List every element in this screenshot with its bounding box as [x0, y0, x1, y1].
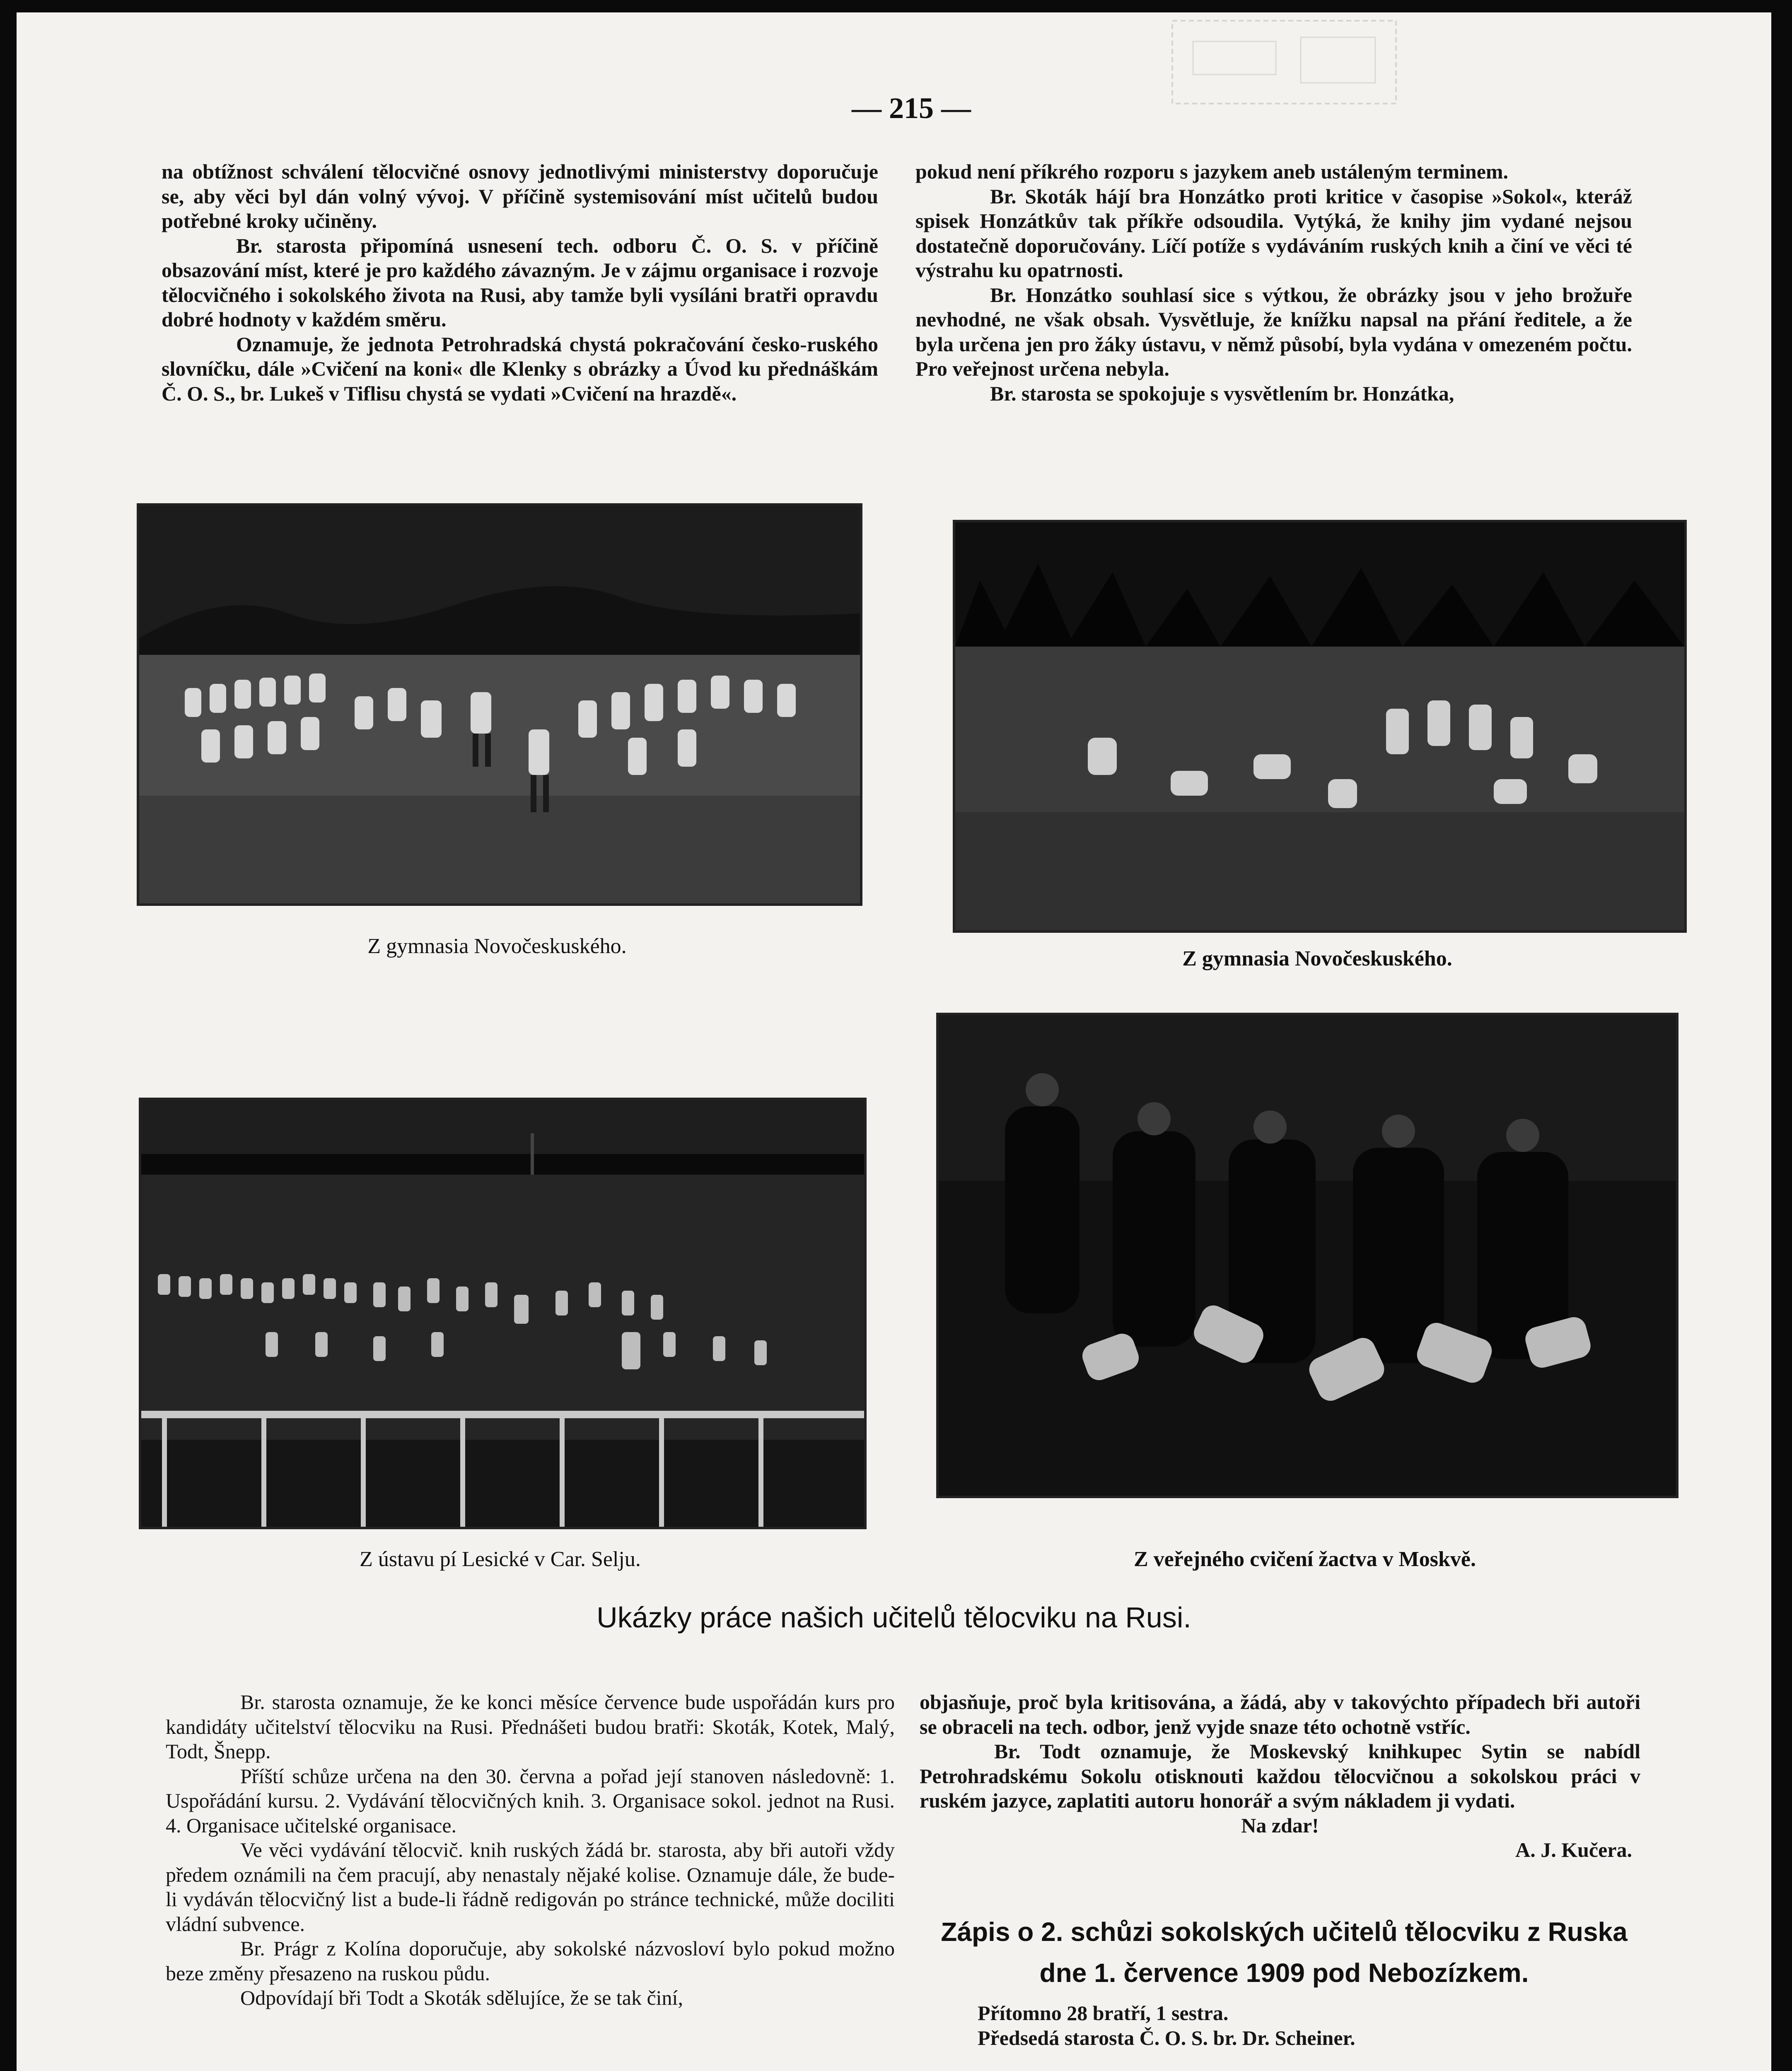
photo-gymnasium-field: [137, 503, 862, 906]
photo-gymnasium-exercise: [953, 520, 1687, 933]
faint-stamp-image: [1168, 17, 1400, 108]
paragraph: Odpovídají bři Todt a Skoták sdělujíce, že se tak činí,: [240, 1986, 683, 2009]
attendance-line-1: Přítomno 28 bratří, 1 sestra.: [978, 2001, 1229, 2025]
minutes-heading-line-1: Zápis o 2. schůzi sokolských učitelů tělocviku z Ruska: [941, 1917, 1628, 1947]
document-page: [17, 12, 1771, 2071]
photo-gymnasium-exercise-image: [955, 522, 1684, 930]
paragraph: Br. Honzátko souhlasí sice s výtkou, že obrázky jsou v jeho brožuře nevhodné, ne však obsah. Vysvětluje, že knížku napsal na přání ředitele, a že byla určena jen pro žáky ústavu, v němž působí, byla vydána v omezeném počtu. Pro veřejnost určena nebyla.: [915, 283, 1632, 380]
caption-photo-gymnasium-exercise: Z gymnasia Novočeskuského.: [1182, 947, 1452, 970]
paragraph: Ve věci vydávání tělocvič. knih ruských žádá br. starosta, aby bři autoři vždy předem oznámili na čem pracují, aby nenastaly nějaké kolise. Oznamuje dále, že bude-li vydáván tělocvičný list a bude-li řádně redigován po stránce technické, může dociliti vládní subvence.: [166, 1838, 895, 1936]
photo-gymnasium-field-image: [139, 506, 860, 903]
caption-photo-gymnasium-field: Z gymnasia Novočeskuského.: [367, 934, 627, 958]
paragraph: Příští schůze určena na den 30. června a pořad její stanoven následovně: 1. Uspořádání kursu. 2. Vydávání tělocvičných knih. 3. Organisace sokol. jednot na Rusi. 4. Organisace učitelské organisace.: [166, 1764, 895, 1837]
signature: A. J. Kučera.: [1515, 1838, 1632, 1861]
bottom-left-column: [166, 1690, 895, 2011]
caption-photo-moscow-exercise: Z veřejného cvičení žactva v Moskvě.: [1133, 1547, 1476, 1571]
photo-institute-tsarskoye: [139, 1098, 867, 1529]
caption-photo-institute-tsarskoye: Z ústavu pí Lesické v Car. Selju.: [360, 1547, 641, 1571]
paragraph: Br. starosta se spokojuje s vysvětlením br. Honzátka,: [990, 381, 1454, 405]
minutes-heading: [911, 1912, 1657, 1994]
paragraph: Oznamuje, že jednota Petrohradská chystá pokračování česko-ruského slovníčku, dále »Cvičení na koni« dle Klenky s obrázky a Úvod ku přednáškám Č. O. S., br. Lukeš v Tiflisu chystá se vydati »Cvičení na hrazdě«.: [162, 332, 878, 405]
paragraph: na obtížnost schválení tělocvičné osnovy jednotlivými ministerstvy doporučuje se, aby věci byl dán volný vývoj. V příčině systemisování míst učitelů budou potřebné kroky učiněny.: [162, 160, 878, 232]
paragraph: Br. starosta připomíná usnesení tech. odboru Č. O. S. v příčině obsazování míst, které je pro každého závazným. Je v zájmu organisace i rozvoje tělocvičného i sokolského života na Rusi, aby tamže byli vysíláni bratři opravdu dobré hodnoty v každém směru.: [162, 234, 878, 331]
paragraph: Br. Skoták hájí bra Honzátko proti kritice v časopise »Sokol«, kteráž spisek Honzátkův tak příkře odsoudila. Vytýká, že knihy jim vydané nejsou dostatečně doporučovány. Líčí potíže s vydáváním ruských knih a činí ve věci té výstrahu ku opatrnosti.: [915, 184, 1632, 282]
section-title: Ukázky práce našich učitelů tělocviku na Rusi.: [597, 1601, 1191, 1634]
paragraph: Br. Todt oznamuje, že Moskevský knihkupec Sytin se nabídl Petrohradskému Sokolu otisknouti každou tělocvičnou a sokolskou práci v ruském jazyce, zaplatiti autoru honorář a svým nákladem ji vydati.: [920, 1740, 1640, 1812]
paragraph: Br. Prágr z Kolína doporučuje, aby sokolské názvosloví bylo pokud možno beze změny přesazeno na ruskou půdu.: [166, 1937, 895, 1985]
photo-institute-tsarskoye-image: [141, 1100, 864, 1527]
top-left-column: [162, 159, 878, 406]
photo-moscow-exercise: [936, 1013, 1678, 1498]
photo-moscow-exercise-image: [939, 1015, 1676, 1496]
attendance-line-2: Předsedá starosta Č. O. S. br. Dr. Scheiner.: [978, 2026, 1355, 2049]
paragraph: pokud není příkrého rozporu s jazykem aneb ustáleným terminem.: [915, 160, 1509, 183]
minutes-heading-line-2: dne 1. července 1909 pod Nebozízkem.: [1039, 1958, 1529, 1988]
paragraph: objasňuje, proč byla kritisována, a žádá, aby v takovýchto případech bři autoři se obraceli na tech. odbor, jenž vyjde snaze této ochotně vstříc.: [920, 1690, 1640, 1738]
top-right-column: [915, 159, 1632, 406]
faint-stamp: [1168, 17, 1400, 108]
attendance: [978, 2001, 1355, 2050]
page-number: — 215 —: [852, 92, 971, 125]
paragraph: Br. starosta oznamuje, že ke konci měsíce července bude uspořádán kurs pro kandidáty učitelství tělocviku na Rusi. Přednášeti budou bratři: Skoták, Kotek, Malý, Todt, Šnepp.: [166, 1690, 895, 1763]
bottom-right-column: [920, 1690, 1640, 1863]
closing-greeting: Na zdar!: [1241, 1813, 1319, 1837]
